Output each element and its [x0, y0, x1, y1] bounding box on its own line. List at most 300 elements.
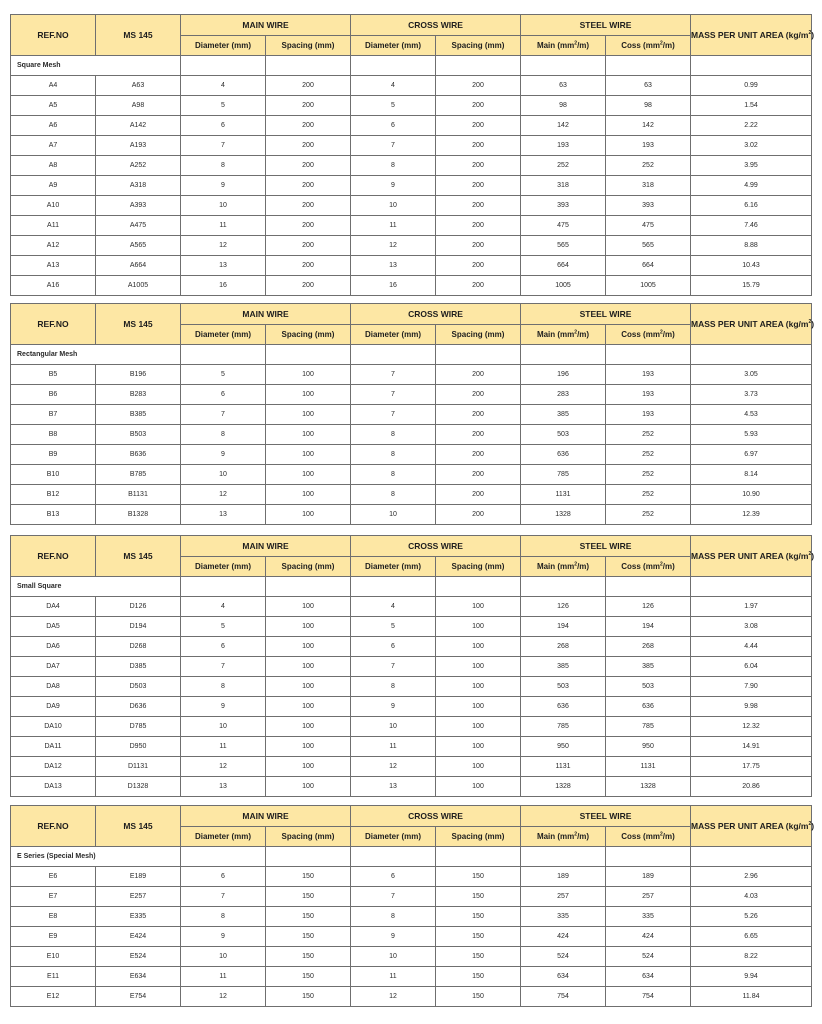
cross-diameter-cell: 5 [351, 617, 436, 637]
header-row-top [11, 806, 812, 827]
ref-no-header: REF.NO [11, 304, 96, 345]
ref-no-cell: A9 [11, 176, 96, 196]
steel-main-cell: 1328 [521, 505, 606, 525]
ref-no-cell: B7 [11, 405, 96, 425]
ref-no-cell: E7 [11, 887, 96, 907]
cross-spacing-header: Spacing (mm) [436, 325, 521, 345]
steel-main-cell: 126 [521, 597, 606, 617]
ref-no-cell: DA7 [11, 657, 96, 677]
steel-main-header-text: Main (mm [536, 832, 575, 841]
table-row [11, 236, 812, 256]
cross-diameter-cell: 7 [351, 405, 436, 425]
ref-no-cell: B12 [11, 485, 96, 505]
mass-cell: 10.43 [691, 256, 812, 276]
main-spacing-header: Spacing (mm) [266, 557, 351, 577]
main-wire-header: MAIN WIRE [181, 536, 351, 557]
steel-coss-cell: 193 [606, 365, 691, 385]
mass-header-text: MASS PER UNIT AREA (kg/m [691, 551, 809, 561]
steel-coss-header-text: Coss (mm [621, 562, 660, 571]
ms145-cell: E424 [96, 927, 181, 947]
main-diameter-cell: 8 [181, 907, 266, 927]
table-row [11, 987, 812, 1007]
main-spacing-cell: 200 [266, 136, 351, 156]
table-row [11, 717, 812, 737]
main-spacing-cell: 100 [266, 385, 351, 405]
mass-cell: 1.97 [691, 597, 812, 617]
cross-diameter-cell: 6 [351, 116, 436, 136]
main-spacing-cell: 200 [266, 156, 351, 176]
empty-cell [606, 847, 691, 867]
steel-main-header-superscript: 2 [574, 329, 578, 336]
cross-diameter-cell: 9 [351, 697, 436, 717]
steel-coss-header-superscript: 2 [659, 831, 663, 838]
steel-main-cell: 636 [521, 445, 606, 465]
cross-diameter-cell: 6 [351, 637, 436, 657]
steel-coss-cell: 252 [606, 445, 691, 465]
cross-spacing-cell: 100 [436, 697, 521, 717]
section-label: E Series (Special Mesh) [11, 847, 181, 867]
cross-spacing-cell: 200 [436, 485, 521, 505]
steel-main-cell: 193 [521, 136, 606, 156]
section-row [11, 847, 812, 867]
steel-coss-header [606, 325, 691, 345]
main-diameter-cell: 9 [181, 927, 266, 947]
mass-header-close: ) [811, 30, 815, 40]
table-row [11, 176, 812, 196]
cross-spacing-cell: 150 [436, 887, 521, 907]
main-spacing-cell: 200 [266, 96, 351, 116]
cross-spacing-cell: 200 [436, 116, 521, 136]
steel-main-cell: 636 [521, 697, 606, 717]
steel-main-cell: 785 [521, 717, 606, 737]
steel-coss-cell: 634 [606, 967, 691, 987]
mass-cell: 15.79 [691, 276, 812, 296]
ref-no-cell: DA13 [11, 777, 96, 797]
main-spacing-cell: 100 [266, 717, 351, 737]
steel-main-cell: 63 [521, 76, 606, 96]
table-row [11, 757, 812, 777]
ms145-cell: D385 [96, 657, 181, 677]
cross-diameter-cell: 16 [351, 276, 436, 296]
section-row [11, 56, 812, 76]
steel-main-cell: 524 [521, 947, 606, 967]
cross-spacing-cell: 150 [436, 927, 521, 947]
ms145-header: MS 145 [96, 304, 181, 345]
section-row [11, 577, 812, 597]
mass-header [691, 806, 815, 847]
mass-header-close: ) [811, 319, 815, 329]
ref-no-cell: B8 [11, 425, 96, 445]
cross-diameter-cell: 8 [351, 156, 436, 176]
steel-coss-cell: 503 [606, 677, 691, 697]
steel-main-cell: 393 [521, 196, 606, 216]
ms145-header: MS 145 [96, 806, 181, 847]
mass-cell: 8.14 [691, 465, 812, 485]
steel-main-cell: 664 [521, 256, 606, 276]
header-row-top [11, 15, 812, 36]
mass-cell: 3.73 [691, 385, 812, 405]
table-row [11, 867, 812, 887]
ms145-cell: A664 [96, 256, 181, 276]
steel-main-cell: 1005 [521, 276, 606, 296]
mass-header-close: ) [811, 821, 815, 831]
mass-cell: 12.32 [691, 717, 812, 737]
mass-cell: 6.97 [691, 445, 812, 465]
main-spacing-cell: 100 [266, 425, 351, 445]
steel-coss-cell: 142 [606, 116, 691, 136]
steel-coss-cell: 424 [606, 927, 691, 947]
empty-cell [351, 345, 436, 365]
table-row [11, 697, 812, 717]
steel-main-cell: 335 [521, 907, 606, 927]
main-spacing-cell: 100 [266, 485, 351, 505]
mass-cell: 3.95 [691, 156, 812, 176]
cross-diameter-cell: 12 [351, 987, 436, 1007]
steel-main-cell: 503 [521, 677, 606, 697]
cross-diameter-cell: 7 [351, 657, 436, 677]
main-wire-header: MAIN WIRE [181, 304, 351, 325]
empty-cell [606, 345, 691, 365]
main-spacing-cell: 100 [266, 617, 351, 637]
steel-coss-cell: 126 [606, 597, 691, 617]
cross-diameter-cell: 7 [351, 365, 436, 385]
steel-coss-header-superscript: 2 [659, 561, 663, 568]
section-label: Small Square [11, 577, 181, 597]
steel-coss-cell: 189 [606, 867, 691, 887]
main-diameter-cell: 4 [181, 597, 266, 617]
table-row [11, 597, 812, 617]
ref-no-cell: DA6 [11, 637, 96, 657]
empty-cell [181, 577, 266, 597]
main-spacing-cell: 200 [266, 76, 351, 96]
steel-coss-cell: 1005 [606, 276, 691, 296]
main-spacing-cell: 150 [266, 987, 351, 1007]
ms145-cell: E335 [96, 907, 181, 927]
cross-diameter-cell: 13 [351, 777, 436, 797]
header-row-top [11, 304, 812, 325]
steel-coss-header [606, 827, 691, 847]
main-diameter-cell: 7 [181, 887, 266, 907]
main-spacing-cell: 150 [266, 947, 351, 967]
cross-spacing-cell: 100 [436, 657, 521, 677]
main-spacing-cell: 150 [266, 927, 351, 947]
cross-diameter-cell: 7 [351, 385, 436, 405]
cross-diameter-header: Diameter (mm) [351, 557, 436, 577]
main-spacing-cell: 100 [266, 757, 351, 777]
ref-no-cell: E9 [11, 927, 96, 947]
main-wire-header: MAIN WIRE [181, 806, 351, 827]
table-row [11, 465, 812, 485]
empty-cell [436, 847, 521, 867]
steel-main-cell: 252 [521, 156, 606, 176]
steel-coss-cell: 98 [606, 96, 691, 116]
steel-coss-cell: 636 [606, 697, 691, 717]
cross-spacing-cell: 200 [436, 465, 521, 485]
cross-spacing-cell: 200 [436, 196, 521, 216]
mass-cell: 11.84 [691, 987, 812, 1007]
main-spacing-cell: 100 [266, 405, 351, 425]
steel-coss-header [606, 36, 691, 56]
steel-main-header [521, 827, 606, 847]
table-row [11, 196, 812, 216]
cross-diameter-cell: 12 [351, 757, 436, 777]
mass-cell: 6.65 [691, 927, 812, 947]
section-label: Rectangular Mesh [11, 345, 181, 365]
steel-coss-cell: 335 [606, 907, 691, 927]
cross-spacing-cell: 200 [436, 216, 521, 236]
main-diameter-cell: 10 [181, 465, 266, 485]
mass-cell: 3.02 [691, 136, 812, 156]
main-diameter-cell: 6 [181, 116, 266, 136]
cross-spacing-cell: 200 [436, 425, 521, 445]
steel-main-cell: 318 [521, 176, 606, 196]
steel-coss-cell: 268 [606, 637, 691, 657]
ms145-cell: D950 [96, 737, 181, 757]
main-diameter-cell: 13 [181, 256, 266, 276]
main-spacing-cell: 100 [266, 465, 351, 485]
mass-cell: 8.22 [691, 947, 812, 967]
ref-no-cell: A13 [11, 256, 96, 276]
steel-coss-cell: 193 [606, 405, 691, 425]
cross-spacing-cell: 200 [436, 385, 521, 405]
main-diameter-cell: 12 [181, 757, 266, 777]
main-spacing-cell: 200 [266, 216, 351, 236]
main-spacing-cell: 200 [266, 236, 351, 256]
main-diameter-cell: 8 [181, 156, 266, 176]
steel-main-cell: 268 [521, 637, 606, 657]
cross-diameter-cell: 6 [351, 867, 436, 887]
mass-cell: 0.99 [691, 76, 812, 96]
steel-main-cell: 565 [521, 236, 606, 256]
steel-coss-cell: 754 [606, 987, 691, 1007]
empty-cell [606, 56, 691, 76]
empty-cell [181, 847, 266, 867]
cross-diameter-cell: 8 [351, 485, 436, 505]
steel-coss-header-superscript: 2 [659, 40, 663, 47]
cross-spacing-cell: 150 [436, 907, 521, 927]
ms145-cell: D268 [96, 637, 181, 657]
mass-cell: 4.44 [691, 637, 812, 657]
cross-diameter-cell: 12 [351, 236, 436, 256]
mass-header-close: ) [811, 551, 815, 561]
main-spacing-cell: 100 [266, 697, 351, 717]
cross-diameter-cell: 11 [351, 216, 436, 236]
cross-spacing-cell: 100 [436, 717, 521, 737]
ref-no-cell: DA5 [11, 617, 96, 637]
empty-cell [351, 577, 436, 597]
cross-spacing-cell: 200 [436, 505, 521, 525]
steel-main-header [521, 325, 606, 345]
mass-cell: 20.86 [691, 777, 812, 797]
table-row [11, 887, 812, 907]
main-spacing-cell: 150 [266, 867, 351, 887]
steel-coss-cell: 475 [606, 216, 691, 236]
steel-coss-header-text: Coss (mm [621, 832, 660, 841]
mass-cell: 1.54 [691, 96, 812, 116]
cross-spacing-cell: 200 [436, 256, 521, 276]
table-row [11, 737, 812, 757]
mass-cell: 9.98 [691, 697, 812, 717]
cross-spacing-cell: 150 [436, 947, 521, 967]
ms145-cell: A98 [96, 96, 181, 116]
mass-cell: 2.22 [691, 116, 812, 136]
steel-main-header-close: /m) [577, 832, 590, 841]
steel-coss-cell: 252 [606, 485, 691, 505]
steel-coss-cell: 1328 [606, 777, 691, 797]
section-label: Square Mesh [11, 56, 181, 76]
cross-spacing-header: Spacing (mm) [436, 827, 521, 847]
ref-no-cell: DA11 [11, 737, 96, 757]
empty-cell [181, 345, 266, 365]
ref-no-cell: DA12 [11, 757, 96, 777]
cross-spacing-cell: 100 [436, 637, 521, 657]
table-row [11, 405, 812, 425]
cross-spacing-cell: 100 [436, 777, 521, 797]
ms145-cell: D785 [96, 717, 181, 737]
mass-header [691, 15, 815, 56]
main-diameter-cell: 8 [181, 425, 266, 445]
main-spacing-cell: 200 [266, 256, 351, 276]
cross-diameter-cell: 4 [351, 597, 436, 617]
cross-diameter-cell: 8 [351, 907, 436, 927]
mass-cell: 5.26 [691, 907, 812, 927]
steel-coss-cell: 252 [606, 425, 691, 445]
mass-header-superscript: 2 [808, 319, 812, 326]
empty-cell [181, 56, 266, 76]
steel-wire-header: STEEL WIRE [521, 806, 691, 827]
main-diameter-cell: 16 [181, 276, 266, 296]
mass-cell: 3.05 [691, 365, 812, 385]
main-spacing-cell: 100 [266, 657, 351, 677]
mass-cell: 6.04 [691, 657, 812, 677]
steel-main-cell: 142 [521, 116, 606, 136]
mass-cell: 10.90 [691, 485, 812, 505]
empty-cell [351, 847, 436, 867]
main-spacing-cell: 100 [266, 445, 351, 465]
table-row [11, 76, 812, 96]
main-wire-header: MAIN WIRE [181, 15, 351, 36]
steel-coss-header-close: /m) [662, 562, 675, 571]
table-row [11, 637, 812, 657]
ms145-cell: E634 [96, 967, 181, 987]
steel-main-cell: 1131 [521, 757, 606, 777]
mass-cell: 14.91 [691, 737, 812, 757]
empty-cell [691, 847, 812, 867]
ms145-cell: B196 [96, 365, 181, 385]
steel-coss-cell: 318 [606, 176, 691, 196]
cross-diameter-cell: 11 [351, 967, 436, 987]
main-diameter-cell: 13 [181, 505, 266, 525]
cross-spacing-cell: 200 [436, 76, 521, 96]
steel-main-cell: 196 [521, 365, 606, 385]
ms145-cell: B283 [96, 385, 181, 405]
cross-diameter-cell: 11 [351, 737, 436, 757]
cross-spacing-header: Spacing (mm) [436, 36, 521, 56]
main-diameter-cell: 9 [181, 697, 266, 717]
empty-cell [266, 847, 351, 867]
empty-cell [691, 345, 812, 365]
main-diameter-cell: 10 [181, 196, 266, 216]
cross-spacing-cell: 100 [436, 757, 521, 777]
main-spacing-cell: 150 [266, 887, 351, 907]
ms145-cell: B1131 [96, 485, 181, 505]
main-diameter-header: Diameter (mm) [181, 557, 266, 577]
main-spacing-header: Spacing (mm) [266, 36, 351, 56]
steel-coss-cell: 950 [606, 737, 691, 757]
ms145-cell: B1328 [96, 505, 181, 525]
table-row [11, 927, 812, 947]
main-spacing-cell: 100 [266, 597, 351, 617]
ms145-cell: A565 [96, 236, 181, 256]
mass-header-text: MASS PER UNIT AREA (kg/m [691, 821, 809, 831]
steel-coss-cell: 565 [606, 236, 691, 256]
main-diameter-cell: 9 [181, 445, 266, 465]
main-spacing-cell: 100 [266, 365, 351, 385]
ms145-cell: B503 [96, 425, 181, 445]
main-diameter-cell: 8 [181, 677, 266, 697]
mass-header-superscript: 2 [808, 30, 812, 37]
ref-no-cell: DA10 [11, 717, 96, 737]
steel-coss-cell: 193 [606, 385, 691, 405]
mass-header [691, 536, 815, 577]
cross-wire-header: CROSS WIRE [351, 806, 521, 827]
cross-spacing-cell: 200 [436, 276, 521, 296]
main-diameter-cell: 12 [181, 987, 266, 1007]
cross-spacing-cell: 200 [436, 156, 521, 176]
ms145-cell: D636 [96, 697, 181, 717]
table-row [11, 947, 812, 967]
empty-cell [266, 345, 351, 365]
steel-wire-header: STEEL WIRE [521, 304, 691, 325]
ms145-cell: E754 [96, 987, 181, 1007]
table-row [11, 365, 812, 385]
mass-cell: 7.46 [691, 216, 812, 236]
steel-main-cell: 424 [521, 927, 606, 947]
steel-coss-cell: 252 [606, 156, 691, 176]
steel-main-header-superscript: 2 [574, 831, 578, 838]
empty-cell [521, 56, 606, 76]
cross-spacing-header: Spacing (mm) [436, 557, 521, 577]
empty-cell [606, 577, 691, 597]
ms145-cell: A475 [96, 216, 181, 236]
mass-cell: 3.08 [691, 617, 812, 637]
cross-spacing-cell: 150 [436, 987, 521, 1007]
table-row [11, 156, 812, 176]
ms145-header: MS 145 [96, 15, 181, 56]
steel-coss-cell: 63 [606, 76, 691, 96]
steel-main-cell: 785 [521, 465, 606, 485]
cross-spacing-cell: 200 [436, 365, 521, 385]
cross-diameter-header: Diameter (mm) [351, 36, 436, 56]
empty-cell [521, 345, 606, 365]
cross-diameter-cell: 10 [351, 196, 436, 216]
main-diameter-cell: 9 [181, 176, 266, 196]
main-diameter-header: Diameter (mm) [181, 827, 266, 847]
cross-diameter-cell: 10 [351, 717, 436, 737]
cross-spacing-cell: 100 [436, 737, 521, 757]
steel-coss-cell: 1131 [606, 757, 691, 777]
ref-no-cell: A7 [11, 136, 96, 156]
main-spacing-header: Spacing (mm) [266, 827, 351, 847]
square-mesh-table [10, 14, 815, 296]
mass-cell: 2.96 [691, 867, 812, 887]
steel-coss-cell: 785 [606, 717, 691, 737]
main-spacing-header: Spacing (mm) [266, 325, 351, 345]
steel-main-header-close: /m) [577, 41, 590, 50]
mass-cell: 5.93 [691, 425, 812, 445]
ms145-cell: D503 [96, 677, 181, 697]
table-row [11, 136, 812, 156]
